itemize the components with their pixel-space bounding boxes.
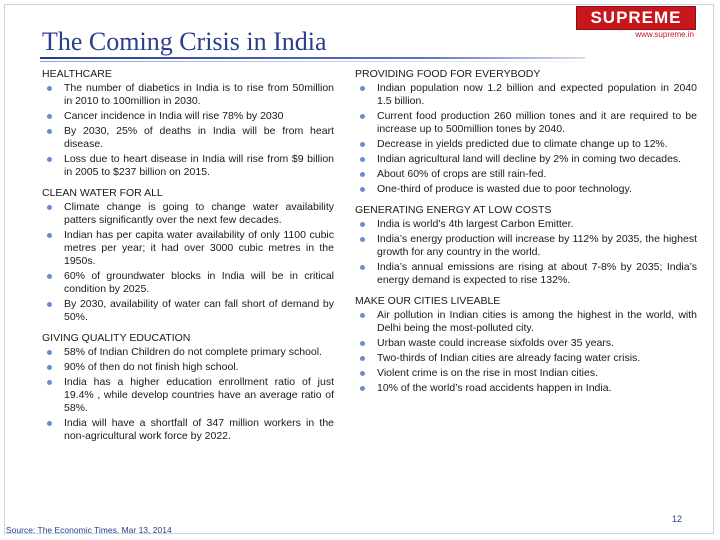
list-item [42,229,334,268]
supreme-logo [576,6,696,40]
list-item [355,82,697,108]
list-item [355,382,697,395]
list-item [355,337,697,350]
list-item-text: Decrease in yields predicted due to climate change up to 12%. [377,138,668,150]
list-item [355,110,697,136]
bullet-icon [360,222,365,227]
list-item [42,361,334,374]
list-item-text: India’s annual emissions are rising at about 7-8% by 2035; India’s energy demand is expected to rise 132%. [377,261,697,286]
bullet-list [42,346,334,443]
left-column [42,68,334,451]
list-item-text: India will have a shortfall of 347 million workers in the non-agricultural work force by 2022. [64,417,334,442]
list-item-text: 58% of Indian Children do not complete primary school. [64,346,322,358]
list-item-text: Indian population now 1.2 billion and expected population in 2040 1.5 billion. [377,82,697,107]
list-item [355,183,697,196]
bullet-icon [360,157,365,162]
list-item [355,218,697,231]
bullet-icon [47,421,52,426]
bullet-icon [360,341,365,346]
list-item [355,261,697,287]
bullet-icon [360,237,365,242]
bullet-icon [47,157,52,162]
bullet-icon [360,313,365,318]
section-heading: GENERATING ENERGY AT LOW COSTS [355,204,552,216]
bullet-list [355,82,697,196]
right-column [355,68,697,403]
list-item-text: By 2030, availability of water can fall short of demand by 50%. [64,298,334,323]
list-item [355,367,697,380]
section-clean-water-for-all [42,187,334,324]
bullet-list [42,82,334,179]
list-item-text: Two-thirds of Indian cities are already facing water crisis. [377,352,641,364]
list-item-text: Loss due to heart disease in India will rise from $9 billion in 2005 to $237 billion on 2015. [64,153,334,178]
bullet-icon [47,274,52,279]
bullet-icon [360,172,365,177]
bullet-icon [47,233,52,238]
section-heading: PROVIDING FOOD FOR EVERYBODY [355,68,541,80]
list-item-text: About 60% of crops are still rain-fed. [377,168,547,180]
logo-url: www.supreme.in [635,30,694,39]
list-item-text: 90% of then do not finish high school. [64,361,239,373]
bullet-icon [360,386,365,391]
page-number: 12 [672,514,683,524]
bullet-list [42,201,334,324]
bullet-icon [360,371,365,376]
list-item [42,153,334,179]
title-underline [40,57,585,63]
section-healthcare [42,68,334,179]
bullet-icon [47,205,52,210]
list-item-text: 60% of groundwater blocks in India will be in critical condition by 2025. [64,270,334,295]
bullet-icon [47,380,52,385]
list-item [355,309,697,335]
list-item [355,153,697,166]
slide-title: The Coming Crisis in India [42,27,327,56]
bullet-icon [47,302,52,307]
bullet-icon [360,356,365,361]
section-heading: MAKE OUR CITIES LIVEABLE [355,295,501,307]
bullet-icon [360,142,365,147]
bullet-icon [360,187,365,192]
bullet-icon [47,114,52,119]
list-item-text: Indian has per capita water availability of only 1100 cubic metres per year; it had over 3000 cubic metres in the 1950s. [64,229,334,267]
bullet-icon [47,129,52,134]
list-item-text: Cancer incidence in India will rise 78% by 2030 [64,110,284,122]
list-item [42,110,334,123]
list-item-text: One-third of produce is wasted due to poor technology. [377,183,632,195]
list-item-text: India is world’s 4th largest Carbon Emitter. [377,218,574,230]
list-item [355,352,697,365]
section-providing-food-for-everybody [355,68,697,196]
section-heading: CLEAN WATER FOR ALL [42,187,163,199]
section-generating-energy-at-low-costs [355,204,697,287]
source-citation: Source: The Economic Times. Mar 13, 2014 [6,525,172,535]
bullet-icon [360,114,365,119]
bullet-list [355,218,697,287]
list-item-text: India’s energy production will increase by 112% by 2035, the highest growth for any country in the world. [377,233,697,258]
list-item-text: By 2030, 25% of deaths in India will be from heart disease. [64,125,334,150]
bullet-list [355,309,697,395]
list-item-text: India has a higher education enrollment ratio of just 19.4% , while develop countries have an average ratio of 58%. [64,376,334,414]
list-item [42,270,334,296]
list-item-text: Urban waste could increase sixfolds over 35 years. [377,337,614,349]
list-item [42,201,334,227]
list-item-text: The number of diabetics in India is to rise from 50million in 2010 to 100million in 2030. [64,82,334,107]
list-item [42,298,334,324]
list-item [42,417,334,443]
list-item-text: Violent crime is on the rise in most Indian cities. [377,367,598,379]
list-item [355,138,697,151]
list-item-text: Indian agricultural land will decline by 2% in coming two decades. [377,153,682,165]
bullet-icon [360,86,365,91]
list-item [42,376,334,415]
bullet-icon [47,350,52,355]
list-item-text: Current food production 260 million tones and it are required to be increase up to 500million tones by 2040. [377,110,697,135]
list-item-text: Air pollution in Indian cities is among the highest in the world, with Delhi being the most-polluted city. [377,309,697,334]
bullet-icon [360,265,365,270]
list-item [42,82,334,108]
section-giving-quality-education [42,332,334,443]
list-item [42,125,334,151]
list-item-text: 10% of the world’s road accidents happen in India. [377,382,612,394]
bullet-icon [47,86,52,91]
list-item [355,168,697,181]
list-item-text: Climate change is going to change water availability patters significantly over the next few decades. [64,201,334,226]
section-heading: HEALTHCARE [42,68,112,80]
list-item [42,346,334,359]
section-make-our-cities-liveable [355,295,697,395]
list-item [355,233,697,259]
bullet-icon [47,365,52,370]
section-heading: GIVING QUALITY EDUCATION [42,332,191,344]
logo-brand: SUPREME [576,6,696,30]
